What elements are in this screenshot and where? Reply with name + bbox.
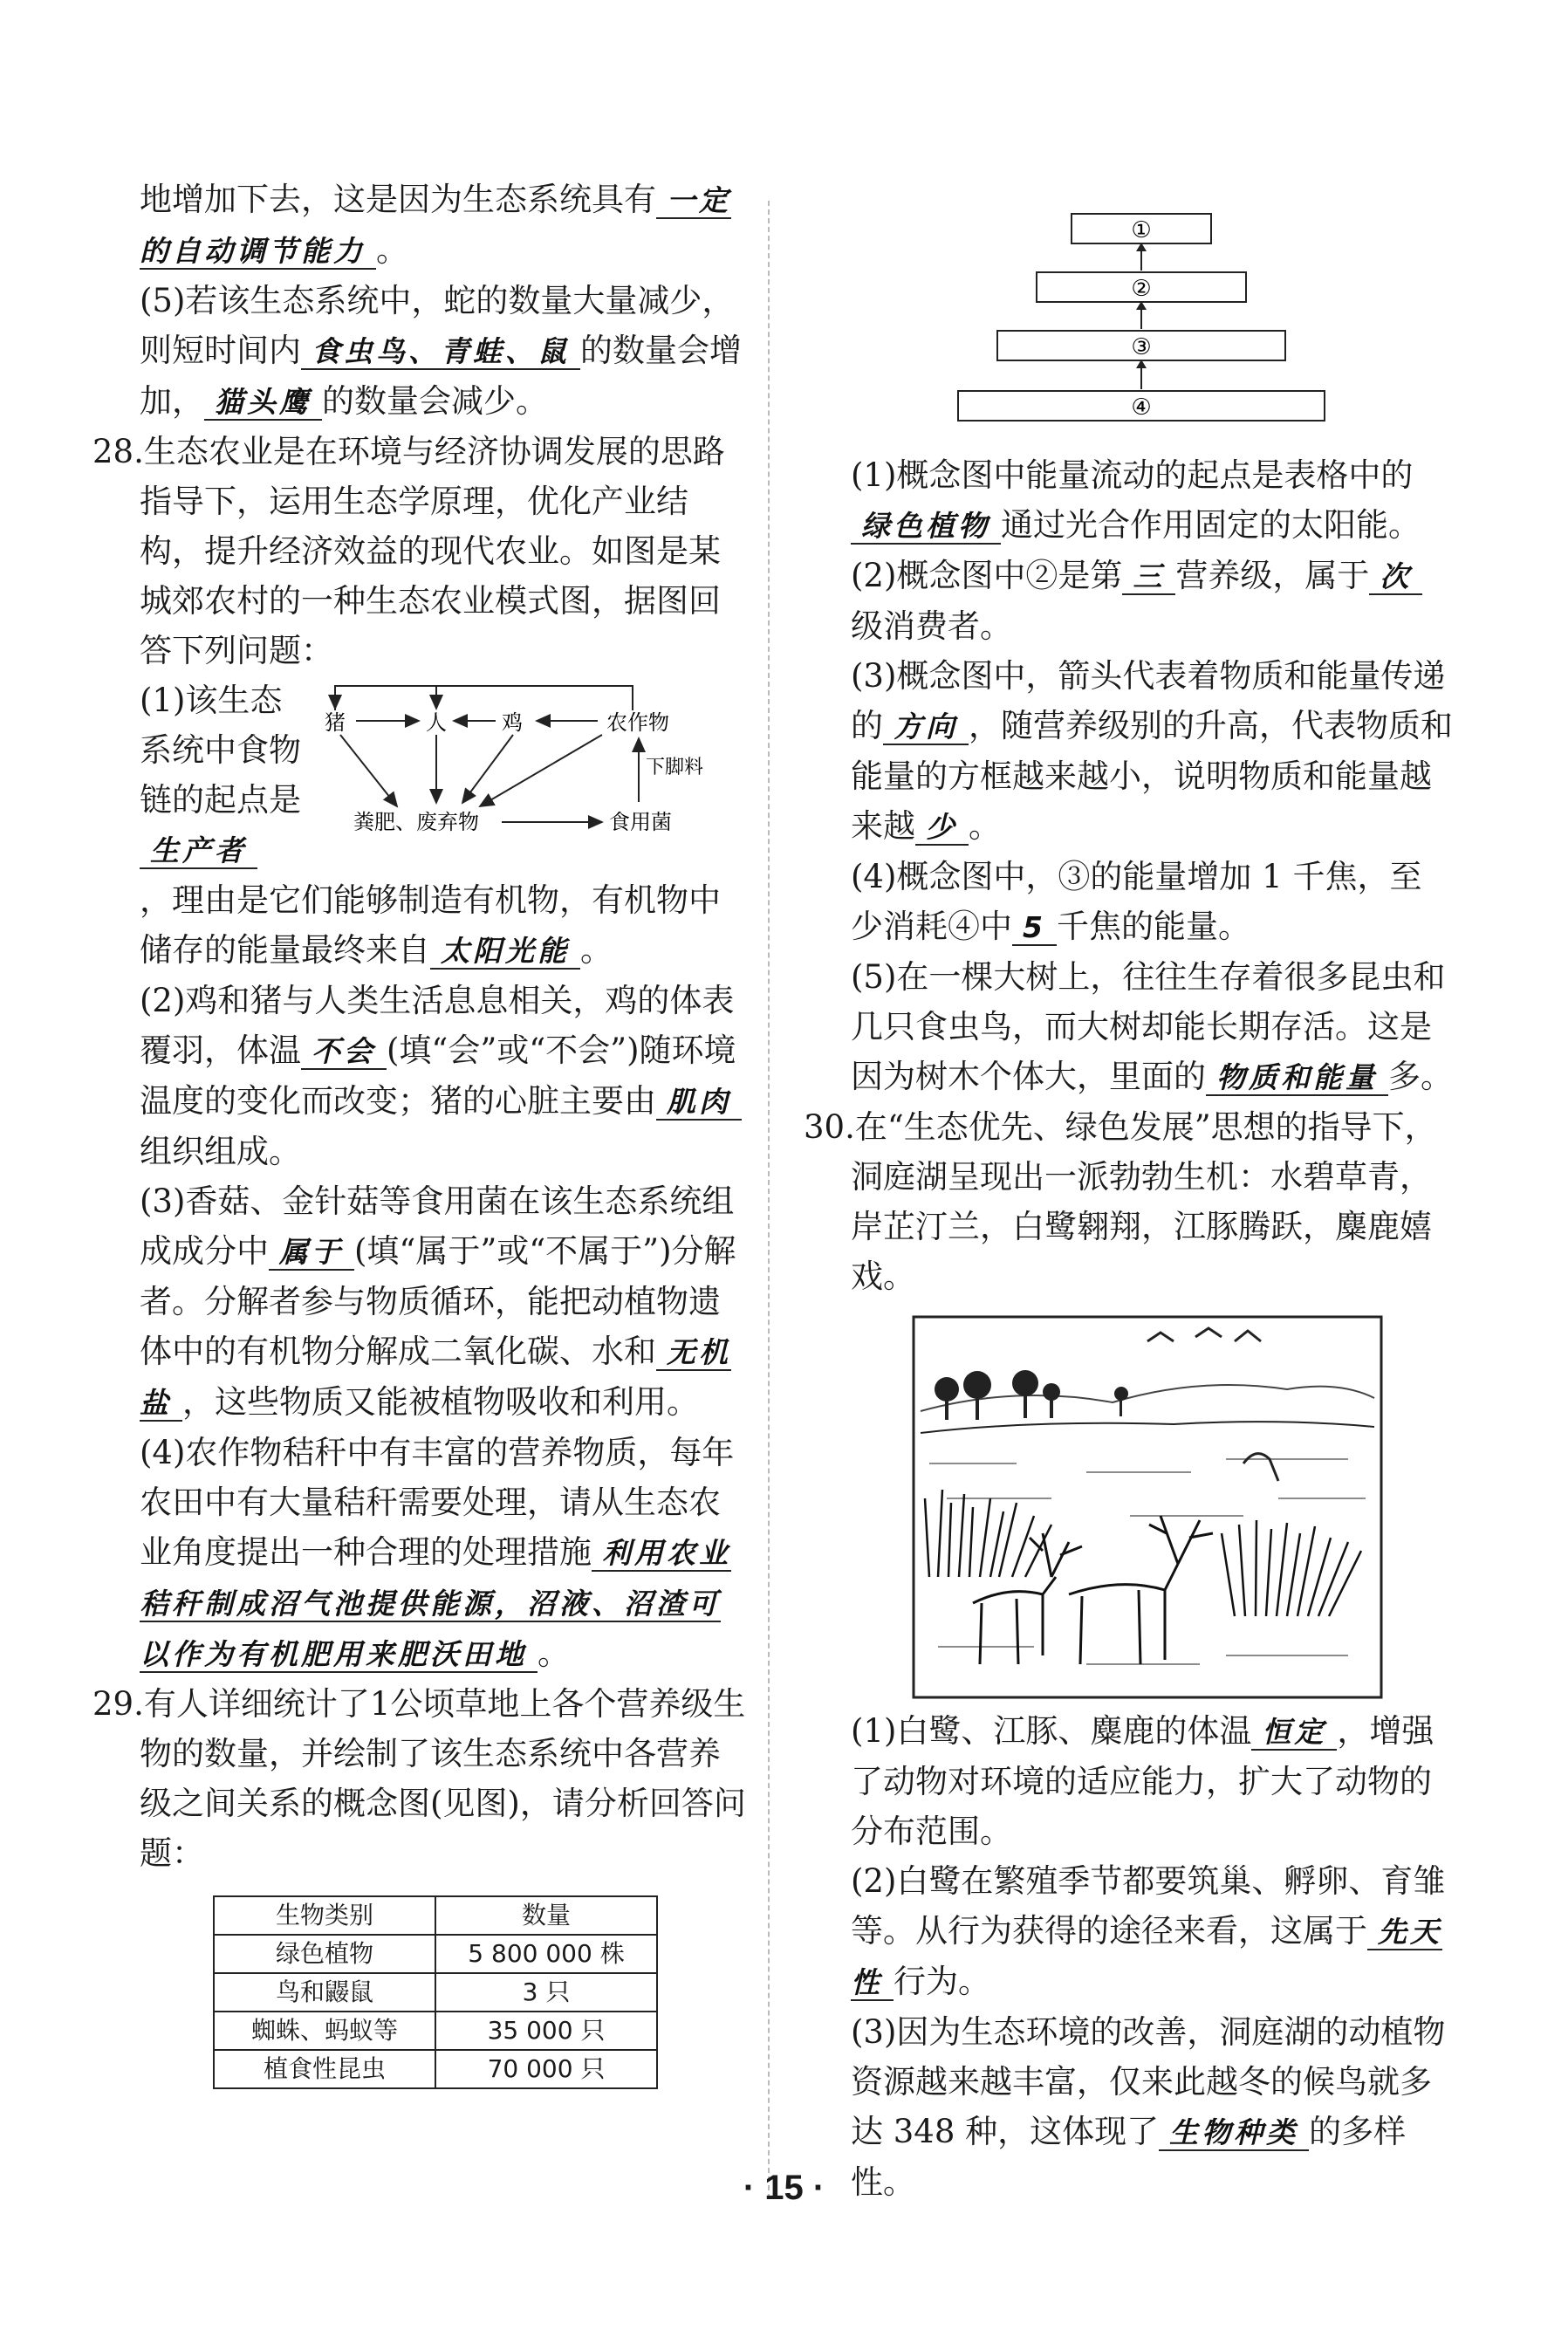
answer-blank: 物质和能量: [1206, 1060, 1388, 1096]
text: 行为。: [894, 1963, 990, 2000]
node-manure: 粪肥、废弃物: [353, 810, 479, 834]
table-row: [214, 2012, 657, 2050]
answer-blank: 生产者: [140, 833, 257, 869]
text: 地增加下去，这是因为生态系统具有: [140, 181, 656, 218]
table-cell: 3 只: [435, 1973, 657, 2012]
level-label: ①: [1131, 217, 1152, 243]
table-row: [214, 1973, 657, 2012]
text: 组织组成。: [140, 1133, 301, 1170]
answer-blank: 先天性: [851, 1915, 1442, 1999]
table-cell: 35 000 只: [435, 2012, 657, 2050]
table-header: 生物类别: [214, 1896, 435, 1935]
text: 。: [969, 807, 1001, 845]
table-cell: 蜘蛛、蚂蚁等: [214, 2012, 435, 2050]
q29-4: [851, 852, 1453, 952]
text: 千焦的能量。: [1056, 908, 1250, 945]
text: 。: [580, 931, 613, 969]
answer-blank: 方向: [883, 709, 969, 745]
page-number: · 15 ·: [743, 2169, 825, 2207]
table-cell: 70 000 只: [435, 2050, 657, 2088]
text: (5)若该生态系统中，蛇的数量大量减少，则短时间内: [140, 282, 735, 369]
q28-1-lead: [140, 675, 314, 875]
left-column: [92, 175, 750, 2089]
eco-agriculture-diagram: [314, 675, 733, 850]
answer-blank: 无机盐: [140, 1335, 731, 1420]
q27-continued: [140, 175, 750, 276]
level-label: ②: [1131, 276, 1152, 302]
answer-blank: 不会: [301, 1034, 387, 1070]
table-cell: 植食性昆虫: [214, 2050, 435, 2088]
text: (填“属于”或“不属于”)分解者。分解者参与物质循环，能把动植物遗体中的有机物分解成二氧化碳、水和: [140, 1232, 736, 1370]
answer-blank: 食虫鸟、青蛙、鼠: [301, 334, 580, 370]
dongting-lake-illustration: [912, 1315, 1383, 1699]
text: (填“会”或“不会”)随环境温度的变化而改变；猪的心脏主要由: [140, 1032, 736, 1120]
text: ，这些物质又能被植物吸收和利用。: [182, 1383, 699, 1421]
node-chicken: 鸡: [502, 710, 523, 735]
text: 营养级，属于: [1175, 557, 1370, 594]
table-cell: 绿色植物: [214, 1935, 435, 1973]
node-person: 人: [426, 710, 447, 735]
text: ，随营养级别的升高，代表物质和能量的方框越来越小，说明物质和能量越来越: [851, 707, 1453, 845]
text: 。: [538, 1635, 570, 1672]
text: ，增强了动物对环境的适应能力，扩大了动物的分布范围。: [851, 1712, 1434, 1850]
node-pig: 猪: [325, 710, 346, 735]
answer-blank: 太阳光能: [430, 934, 580, 970]
question-number: 29.: [92, 1685, 144, 1723]
answer-blank: 猫头鹰: [204, 385, 322, 421]
node-fungi: 食用菌: [609, 810, 672, 834]
q28-stem: [92, 427, 750, 675]
level-label: ③: [1131, 334, 1152, 360]
label-leftovers: 下脚料: [646, 757, 704, 778]
text: (5)在一棵大树上，往往生存着很多昆虫和几只食虫鸟，而大树却能长期存活。这是因为树木个体大，里面的: [851, 958, 1446, 1095]
organism-count-table: [213, 1895, 658, 2089]
question-number: 30.: [804, 1108, 855, 1146]
table-cell: 鸟和鼹鼠: [214, 1973, 435, 2012]
answer-blank: 属于: [269, 1235, 354, 1271]
q29-5: [851, 952, 1453, 1102]
text: 的数量会增加，: [140, 332, 742, 420]
answer-blank: 次: [1369, 559, 1422, 595]
text: 有人详细统计了1公顷草地上各个营养级生物的数量，并绘制了该生态系统中各营养级之间关系的概念图(见图)，请分析回答问题：: [140, 1685, 746, 1872]
text: (3)香菇、金针菇等食用菌在该生态系统组成成分中: [140, 1182, 735, 1270]
column-divider: [768, 201, 770, 2199]
text: (3)概念图中，箭头代表着物质和能量传递的: [851, 657, 1446, 744]
text: 通过光合作用固定的太阳能。: [1001, 506, 1421, 544]
text: (2)白鹭在繁殖季节都要筑巢、孵卵、育雏等。从行为获得的途径来看，这属于: [851, 1862, 1446, 1950]
table-cell: 5 800 000 株: [435, 1935, 657, 1973]
text: 级消费者。: [851, 607, 1012, 645]
q28-1-rest: [140, 875, 750, 976]
q30-2: [851, 1856, 1453, 2007]
q29-2: [851, 551, 1453, 651]
table-row: [214, 1935, 657, 1973]
text: 多。: [1388, 1058, 1453, 1095]
answer-blank: 肌肉: [656, 1085, 742, 1121]
text: 的多样性。: [851, 2113, 1407, 2201]
q28-3: [140, 1176, 750, 1428]
q28-1: [140, 675, 750, 875]
text: 生态农业是在环境与经济协调发展的思路指导下，运用生态学原理，优化产业结构，提升经济效益的现代农业。如图是某城郊农村的一种生态农业模式图，据图回答下列问题：: [140, 433, 725, 669]
question-number: 28.: [92, 433, 144, 470]
answer-blank: 少: [915, 810, 969, 846]
text: (1)该生态系统中食物链的起点是: [140, 682, 301, 819]
q27-5: [140, 276, 750, 427]
answer-blank: 三: [1122, 559, 1175, 595]
answer-blank: 一定的自动调节能力: [140, 183, 731, 268]
table-row: [214, 2050, 657, 2088]
table-header-row: [214, 1896, 657, 1935]
q29-1: [851, 450, 1453, 551]
text: (1)概念图中能量流动的起点是表格中的: [851, 456, 1414, 494]
q30-1: [851, 1706, 1453, 1856]
answer-blank: 绿色植物: [851, 509, 1001, 545]
text: (1)白鹭、江豚、麋鹿的体温: [851, 1712, 1252, 1750]
text: (4)概念图中，③的能量增加 1 千焦，至少消耗④中: [851, 858, 1422, 945]
text: (2)概念图中②是第: [851, 557, 1123, 594]
text: (3)因为生态环境的改善，洞庭湖的动植物资源越来越丰富，仅来此越冬的候鸟就多达 348 种，这体现了: [851, 2013, 1446, 2150]
q28-2: [140, 976, 750, 1176]
answer-blank: 恒定: [1251, 1715, 1337, 1751]
answer-blank: 5: [1012, 910, 1057, 946]
q29-3: [851, 651, 1453, 852]
q30-stem: [804, 1102, 1453, 1301]
node-crops: 农作物: [606, 710, 669, 735]
right-column: [804, 209, 1453, 2207]
level-label: ④: [1131, 394, 1152, 421]
table-header: 数量: [435, 1896, 657, 1935]
answer-blank: 生物种类: [1159, 2115, 1309, 2151]
answer-blank: 利用农业秸秆制成沼气池提供能源，沼液、沼渣可以作为有机肥用来肥沃田地: [140, 1536, 731, 1671]
q28-4: [140, 1428, 750, 1679]
text: (2)鸡和猪与人类生活息息相关，鸡的体表覆羽，体温: [140, 982, 735, 1069]
energy-pyramid-diagram: [894, 209, 1418, 436]
text: 在“生态优先、绿色发展”思想的指导下，洞庭湖呈现出一派勃勃生机：水碧草青，岸芷汀兰，白鹭翱翔，江豚腾跃，麋鹿嬉戏。: [851, 1108, 1437, 1295]
text: 。: [376, 231, 408, 269]
text: (4)农作物秸秆中有丰富的营养物质，每年农田中有大量秸秆需要处理，请从生态农业角度提出一种合理的处理措施: [140, 1434, 735, 1571]
text: ，理由是它们能够制造有机物，有机物中储存的能量最终来自: [140, 881, 721, 969]
text: 的数量会减少。: [322, 382, 548, 420]
q29-stem: [92, 1679, 750, 1878]
